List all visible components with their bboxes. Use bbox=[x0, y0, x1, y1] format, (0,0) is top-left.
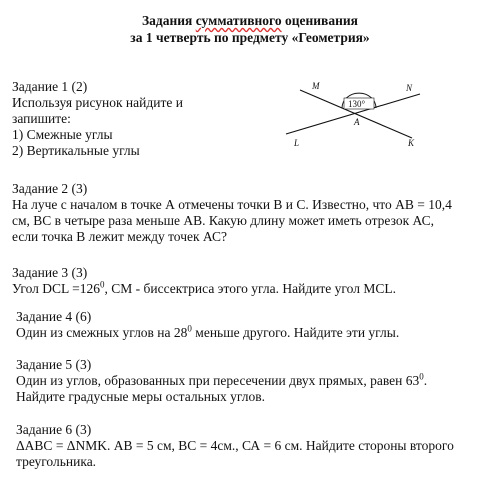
task-heading: Задание 2 (3) bbox=[12, 181, 88, 196]
task-1 bbox=[12, 79, 183, 159]
task-text: Используя рисунок найдите и bbox=[12, 95, 183, 110]
task-text: если точка В лежит между точек АС? bbox=[12, 229, 227, 244]
task-text: ΔАВС = ΔNMK. АВ = 5 см, ВС = 4см., СА = 6 см. Найдите стороны второго bbox=[16, 438, 454, 453]
task-text: 1) Смежные углы bbox=[12, 127, 113, 142]
task-text: см, ВС в четыре раза меньше АВ. Какую длину может иметь отрезок АС, bbox=[12, 213, 434, 228]
task-heading: Задание 6 (3) bbox=[16, 422, 92, 437]
line-mk bbox=[300, 90, 412, 138]
point-label-n: N bbox=[406, 83, 413, 93]
task-3 bbox=[12, 265, 396, 297]
task-2 bbox=[12, 181, 452, 245]
task-5 bbox=[16, 357, 427, 405]
task-heading: Задание 3 (3) bbox=[12, 265, 88, 280]
task-heading: Задание 4 (6) bbox=[16, 309, 92, 324]
point-label-a: A bbox=[354, 117, 360, 127]
task-text: 2) Вертикальные углы bbox=[12, 143, 140, 158]
task-text: На луче с началом в точке А отмечены точки В и С. Известно, что АВ = 10,4 bbox=[12, 197, 452, 212]
task-text: треугольника. bbox=[16, 454, 97, 469]
spellcheck-underlined-word: суммативного bbox=[195, 13, 282, 28]
task-text: Один из углов, образованных при пересечении двух прямых, равен $63^0$. bbox=[16, 371, 428, 388]
point-label-l: L bbox=[294, 138, 300, 148]
task-4 bbox=[16, 309, 399, 341]
intersecting-lines-figure bbox=[282, 78, 422, 150]
task-heading: Задание 1 (2) bbox=[12, 79, 88, 94]
document-title-line1: Задания суммативного оценивания bbox=[142, 13, 358, 28]
task-text: запишите: bbox=[12, 111, 71, 126]
task-text: Угол DCL $=126^0$, СМ - биссектриса этого угла. Найдите угол MCL. bbox=[12, 279, 396, 296]
angle-label: 130° bbox=[348, 99, 366, 109]
document-title-line2: за 1 четверть по предмету «Геометрия» bbox=[130, 30, 370, 45]
task-text: Один из смежных углов на $28^0$ меньше другого. Найдите эти углы. bbox=[16, 323, 400, 340]
task-heading: Задание 5 (3) bbox=[16, 357, 92, 372]
task-text: Найдите градусные меры остальных углов. bbox=[16, 389, 266, 404]
point-label-k: K bbox=[408, 138, 415, 148]
task-6 bbox=[16, 422, 454, 470]
point-label-m: M bbox=[312, 81, 320, 91]
